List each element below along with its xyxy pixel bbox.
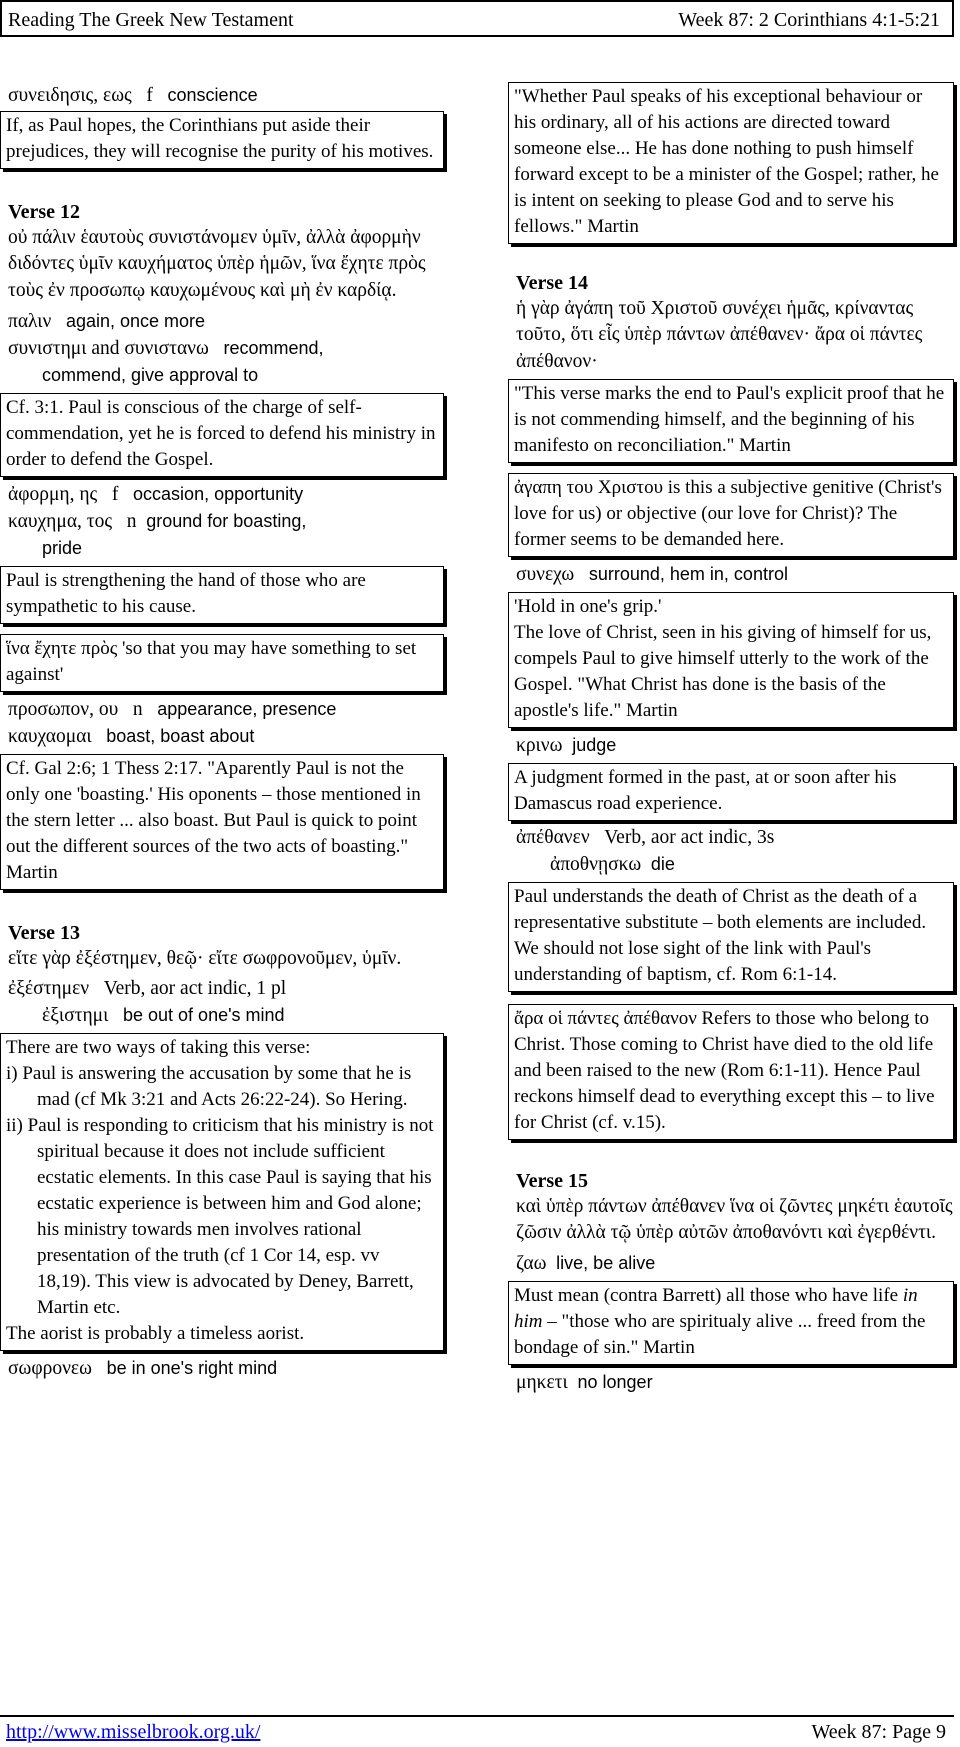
vocab-entry: ζαω live, be alive: [516, 1253, 656, 1275]
commentary-box: ἵνα ἔχητε πρὸς 'so that you may have something to set against': [0, 634, 444, 692]
verse-heading: Verse 15: [516, 1169, 589, 1192]
greek-phrase: ἵνα ἔχητε πρὸς: [6, 637, 118, 659]
vocab-entry: καυχαομαι boast, boast about: [8, 725, 255, 747]
page-number: Week 87: Page 9: [811, 1721, 946, 1743]
vocab-entry: συνιστημι and συνιστανω recommend,: [8, 337, 324, 359]
commentary-box: ἄρα οἱ πάντες ἀπέθανον Refers to those who belong to Christ. Those coming to Christ have died to the old life and been raised to the new (Rom 6:1-11). Hence Paul reckons himself dead to everything except this – to live for Christ (cf. v.15).: [508, 1004, 954, 1140]
greek-verse-text: ἡ γὰρ ἀγάπη τοῦ Χριστοῦ συνέχει ἡμᾶς, κρίναντας τοῦτο, ὅτι εἷς ὑπὲρ πάντων ἀπέθανεν· ἄρα οἱ πάντες ἀπέθανον·: [516, 298, 923, 372]
right-column: [516, 82, 954, 1396]
greek-verse-text: εἴτε γὰρ ἐξέστημεν, θεῷ· εἴτε σωφρονοῦμεν, ὑμῖν.: [8, 947, 402, 969]
footer-divider: [0, 1715, 954, 1717]
vocab-entry-continued: ἐξιστημι be out of one's mind: [42, 1005, 285, 1027]
vocab-entry: συνειδησις, εως f conscience: [8, 85, 258, 106]
vocab-entry: προσωπον, ου n appearance, presence: [8, 698, 337, 720]
greek-phrase: ἀγαπη του Χριστου: [514, 476, 663, 498]
document-title: Reading The Greek New Testament: [8, 9, 294, 31]
interpretation-list: [6, 1061, 438, 1321]
week-reference: Week 87: 2 Corinthians 4:1-5:21: [678, 9, 940, 31]
commentary-box: ἀγαπη του Χριστου is this a subjective genitive (Christ's love for us) or objective (our love for Christ)? The former seems to be demanded here.: [508, 473, 954, 557]
commentary-box: Paul is strengthening the hand of those who are sympathetic to his cause.: [0, 566, 444, 624]
commentary-box: If, as Paul hopes, the Corinthians put aside their prejudices, they will recognise the purity of his motives.: [0, 111, 444, 169]
vocab-entry-continued: ἀποθνῃσκω die: [550, 853, 675, 875]
vocab-entry: συνεχω surround, hem in, control: [516, 563, 788, 585]
commentary-box: Paul understands the death of Christ as the death of a representative substitute – both elements are included. We should not lose sight of the link with Paul's understanding of baptism, cf. Rom 6:1-14.: [508, 882, 954, 992]
website-link[interactable]: http://www.misselbrook.org.uk/: [6, 1721, 261, 1743]
greek-phrase: ἄρα οἱ πάντες ἀπέθανον: [514, 1007, 697, 1029]
vocab-entry-continued: commend, give approval to: [42, 364, 259, 385]
list-item: ii) Paul is responding to criticism that his ministry is not spiritual because it does not include sufficient ecstatic elements. In this case Paul is saying that his ecstatic experience is between him and God alone; his ministry towards men involves rational presentation of the truth (cf 1 Cor 14, esp. vv 18,19). This view is advocated by Deney, Barrett, Martin etc.: [6, 1115, 434, 1319]
verse-heading: Verse 12: [8, 201, 81, 223]
page-header: [0, 0, 954, 37]
commentary-box: Must mean (contra Barrett) all those who have life in him – "those who are spiritualy alive ... freed from the bondage of sin." Martin: [508, 1281, 954, 1365]
left-column: [8, 82, 444, 1382]
commentary-box: 'Hold in one's grip.' The love of Christ, seen in his giving of himself for us, compels Paul to give himself utterly to the work of the Gospel. "What Christ has done is the basis of the apostle's life." Martin: [508, 592, 954, 728]
vocab-entry: ἀπέθανεν Verb, aor act indic, 3s: [516, 826, 775, 848]
commentary-box: Cf. Gal 2:6; 1 Thess 2:17. "Aparently Paul is not the only one 'boasting.' His oponents – those mentioned in the stern letter ... also boast. But Paul is quick to point out the different sources of the two acts of boasting." Martin: [0, 754, 444, 890]
vocab-entry: σωφρονεω be in one's right mind: [8, 1358, 278, 1380]
greek-verse-text: οὐ πάλιν ἑαυτοὺς συνιστάνομεν ὑμῖν, ἀλλὰ ἀφορμὴν διδόντες ὑμῖν καυχήματος ὑπὲρ ἡμῶν, ἵνα ἔχητε πρὸς τοὺς ἐν προσωπῳ καυχωμένους καὶ μὴ ἐν καρδίᾳ.: [8, 227, 426, 301]
greek-verse-text: καὶ ὑπὲρ πάντων ἀπέθανεν ἵνα οἱ ζῶντες μηκέτι ἑαυτοῖς ζῶσιν ἀλλὰ τῷ ὑπὲρ αὐτῶν ἀποθανόντι καὶ ἐγερθέντι.: [516, 1195, 953, 1244]
verse-heading: Verse 14: [516, 272, 589, 294]
vocab-entry: μηκετι no longer: [516, 1372, 653, 1394]
commentary-box: There are two ways of taking this verse: i) Paul is answering the accusation by some that he is mad (cf Mk 3:21 and Acts 26:22-24). So Hering. ii) Paul is responding to criticism that his ministry is not spiritual because it does not include sufficient ecstatic elements. In this case Paul is saying that his ecstatic experience is between him and God alone; his ministry towards men involves rational presentation of the truth (cf 1 Cor 14, esp. vv 18,19). This view is advocated by Deney, Barrett, Martin etc. The aorist is probably a timeless aorist.: [0, 1033, 444, 1351]
commentary-box: "This verse marks the end to Paul's explicit proof that he is not commending himself, and the beginning of his manifesto on reconciliation." Martin: [508, 379, 954, 463]
vocab-entry: κρινω judge: [516, 734, 617, 756]
vocab-entry: παλιν again, once more: [8, 310, 206, 332]
vocab-entry-continued: pride: [42, 537, 83, 558]
vocab-entry: καυχημα, τος n ground for boasting,: [8, 510, 307, 532]
commentary-box: A judgment formed in the past, at or soon after his Damascus road experience.: [508, 763, 954, 821]
list-item: i) Paul is answering the accusation by some that he is mad (cf Mk 3:21 and Acts 26:22-24). So Hering.: [6, 1063, 412, 1111]
commentary-box: "Whether Paul speaks of his exceptional behaviour or his ordinary, all of his actions are directed toward someone else... He has done nothing to push himself forward except to be a minister of the Gospel; rather, he is intent on seeking to please God and to serve his fellows." Martin: [508, 82, 954, 244]
commentary-box: Cf. 3:1. Paul is conscious of the charge of self-commendation, yet he is forced to defend his ministry in order to defend the Gospel.: [0, 393, 444, 477]
vocab-entry: ἀφορμη, ης f occasion, opportunity: [8, 483, 304, 505]
verse-heading: Verse 13: [8, 921, 81, 944]
vocab-entry: ἐξέστημεν Verb, aor act indic, 1 pl: [8, 978, 287, 1000]
